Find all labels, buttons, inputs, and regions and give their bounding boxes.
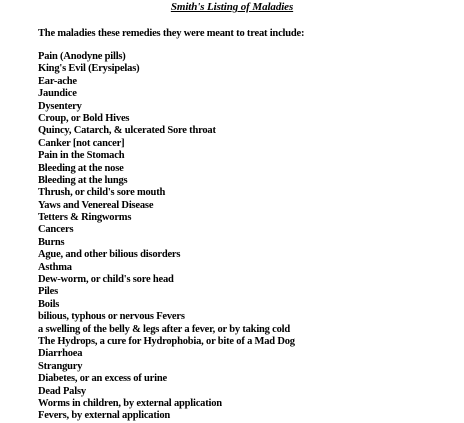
malady-item: Dead Palsy xyxy=(38,385,86,397)
malady-item: Diarrhoea xyxy=(38,348,83,360)
malady-item: Yaws and Venereal Disease xyxy=(38,199,154,211)
intro-text: The maladies these remedies they were meant to treat include: xyxy=(38,28,305,39)
malady-item: Thrush, or child's sore mouth xyxy=(38,187,166,199)
malady-item: Dysentery xyxy=(38,100,82,112)
malady-item: Piles xyxy=(38,286,58,298)
document-title: Smith's Listing of Maladies xyxy=(170,1,294,13)
malady-item: Diabetes, or an excess of urine xyxy=(38,373,167,385)
malady-item: Croup, or Bold Hives xyxy=(38,112,130,124)
malady-list xyxy=(38,51,295,423)
malady-item: Jaundice xyxy=(38,88,77,100)
malady-item: Ague, and other bilious disorders xyxy=(38,249,181,261)
malady-item: bilious, typhous or nervous Fevers xyxy=(38,311,185,323)
malady-item: Burns xyxy=(38,236,65,248)
malady-item: The Hydrops, a cure for Hydrophobia, or bite of a Mad Dog xyxy=(38,335,295,347)
malady-item: Worms in children, by external application xyxy=(38,397,222,409)
malady-item: Cancers xyxy=(38,224,74,236)
malady-item: Ear-ache xyxy=(38,75,77,87)
malady-item: Bleeding at the nose xyxy=(38,162,124,174)
malady-item: Boils xyxy=(38,298,60,310)
malady-item: Canker [not cancer] xyxy=(38,137,125,149)
malady-item: Dew-worm, or child's sore head xyxy=(38,274,174,286)
malady-item: Pain (Anodyne pills) xyxy=(38,51,126,62)
malady-item: a swelling of the belly & legs after a fever, or by taking cold xyxy=(38,323,291,335)
malady-item: Bleeding at the lungs xyxy=(38,174,128,186)
malady-item: Pain in the Stomach xyxy=(38,150,125,162)
malady-item: Tetters & Ringworms xyxy=(38,212,132,224)
malady-item: Quincy, Catarch, & ulcerated Sore throat xyxy=(38,125,216,137)
malady-item: King's Evil (Erysipelas) xyxy=(38,63,140,75)
malady-item: Strangury xyxy=(38,360,83,372)
malady-item: Fevers, by external application xyxy=(38,410,171,422)
malady-item: Asthma xyxy=(38,261,72,273)
